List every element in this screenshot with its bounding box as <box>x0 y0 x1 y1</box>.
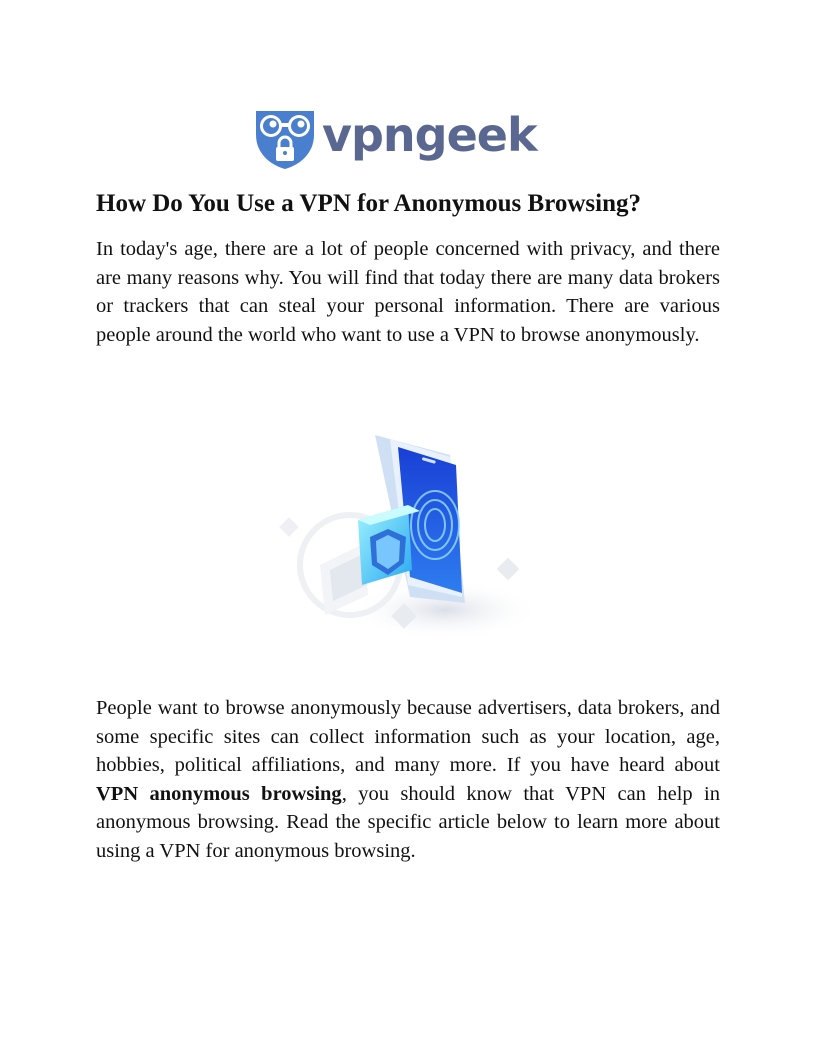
vpngeek-logo <box>252 104 564 172</box>
body-text-before: People want to browse anonymously because advertisers, data brokers, and some specific sites can collect information such as your location, age, hobbies, political affiliations, and many more. If you have heard about <box>96 697 720 776</box>
page-title: How Do You Use a VPN for Anonymous Browsing? <box>96 190 641 217</box>
body-text-after: , you should know that VPN can help in anonymous browsing. Read the specific article below to learn more about using a VPN for anonymous browsing. <box>96 782 720 862</box>
vpn-anonymous-browsing-link[interactable]: VPN anonymous browsing <box>96 782 342 805</box>
smartphone-fingerprint-shield-icon <box>270 425 550 660</box>
intro-paragraph: In today's age, there are a lot of people concerned with privacy, and there are many reasons why. You will find that today there are many data brokers or trackers that can steal your personal information. There are various people around the world who want to use a VPN to browse anonymously. <box>96 238 720 346</box>
owl-glasses-lock-icon <box>252 105 318 171</box>
logo-wordmark: vpngeek <box>322 108 537 162</box>
body-paragraph <box>96 694 720 865</box>
